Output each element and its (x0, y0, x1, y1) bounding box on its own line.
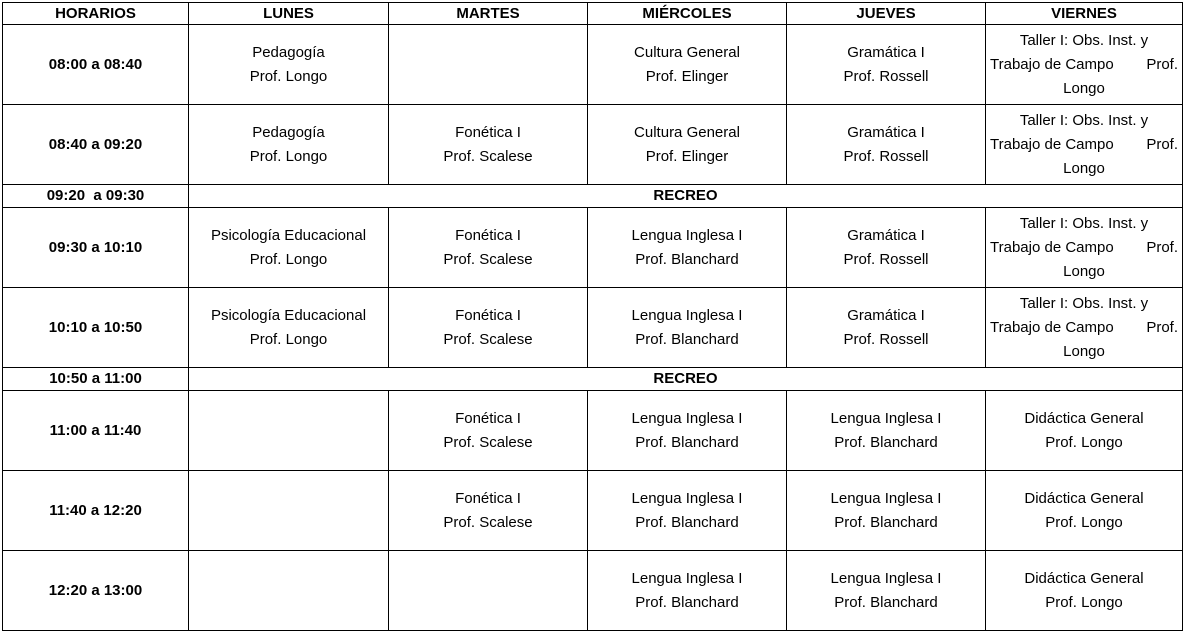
class-cell (389, 551, 588, 631)
professor: Prof. Blanchard (834, 513, 938, 531)
taller-line2b: Prof. (1146, 55, 1178, 73)
taller-line1: Taller I: Obs. Inst. y (1019, 111, 1149, 129)
recess-cell: RECREO (189, 185, 1183, 208)
professor: Prof. Blanchard (635, 330, 739, 348)
table-row (3, 288, 1183, 368)
time-cell: 09:30 a 10:10 (3, 208, 189, 288)
professor: Prof. Longo (249, 147, 328, 165)
taller-line2a: Trabajo de Campo (990, 55, 1114, 73)
professor: Prof. Longo (249, 330, 328, 348)
subject: Lengua Inglesa I (631, 409, 743, 427)
table-row (3, 25, 1183, 105)
subject: Lengua Inglesa I (631, 569, 743, 587)
professor: Prof. Scalese (443, 330, 533, 348)
taller-line1: Taller I: Obs. Inst. y (1019, 294, 1149, 312)
class-cell (389, 105, 588, 185)
subject: Cultura General (634, 123, 740, 141)
taller-line3: Longo (1063, 342, 1105, 360)
professor: Prof. Longo (249, 250, 328, 268)
taller-line3: Longo (1063, 262, 1105, 280)
subject: Gramática I (847, 226, 925, 244)
taller-cell (986, 288, 1183, 368)
class-cell (787, 105, 986, 185)
taller-line2b: Prof. (1146, 135, 1178, 153)
class-cell (588, 551, 787, 631)
professor: Prof. Longo (1045, 593, 1123, 611)
professor: Prof. Scalese (443, 250, 533, 268)
break-time-cell: 09:20 a 09:30 (3, 185, 189, 208)
taller-line2a: Trabajo de Campo (990, 318, 1114, 336)
class-cell (787, 208, 986, 288)
professor: Prof. Longo (1045, 513, 1123, 531)
table-row (3, 208, 1183, 288)
subject: Didáctica General (1024, 409, 1144, 427)
class-cell (986, 551, 1183, 631)
subject: Gramática I (847, 306, 925, 324)
table-row (3, 105, 1183, 185)
subject: Cultura General (634, 43, 740, 61)
class-cell (189, 208, 389, 288)
class-cell (389, 288, 588, 368)
subject: Lengua Inglesa I (631, 489, 743, 507)
class-cell (588, 25, 787, 105)
time-cell: 10:10 a 10:50 (3, 288, 189, 368)
class-cell (588, 471, 787, 551)
taller-line2b: Prof. (1146, 318, 1178, 336)
class-cell (588, 208, 787, 288)
break-row (3, 368, 1183, 391)
subject: Pedagogía (252, 123, 325, 141)
professor: Prof. Scalese (443, 433, 533, 451)
subject: Fonética I (455, 123, 521, 141)
subject: Gramática I (847, 43, 925, 61)
subject: Psicología Educacional (210, 306, 367, 324)
class-cell (189, 25, 389, 105)
class-cell (189, 551, 389, 631)
subject: Fonética I (455, 489, 521, 507)
subject: Gramática I (847, 123, 925, 141)
professor: Prof. Longo (249, 67, 328, 85)
taller-line3: Longo (1063, 159, 1105, 177)
professor: Prof. Blanchard (635, 433, 739, 451)
time-cell: 11:00 a 11:40 (3, 391, 189, 471)
class-cell (787, 471, 986, 551)
subject: Pedagogía (252, 43, 325, 61)
header-viernes: VIERNES (986, 3, 1183, 25)
subject: Lengua Inglesa I (830, 409, 942, 427)
professor: Prof. Blanchard (635, 593, 739, 611)
header-jueves: JUEVES (787, 3, 986, 25)
time-cell: 08:00 a 08:40 (3, 25, 189, 105)
taller-line1: Taller I: Obs. Inst. y (1019, 214, 1149, 232)
subject: Didáctica General (1024, 569, 1144, 587)
class-cell (588, 288, 787, 368)
taller-line2b: Prof. (1146, 238, 1178, 256)
class-cell (389, 25, 588, 105)
professor: Prof. Rossell (843, 330, 929, 348)
class-cell (189, 288, 389, 368)
class-cell (389, 471, 588, 551)
time-cell: 08:40 a 09:20 (3, 105, 189, 185)
taller-line3: Longo (1063, 79, 1105, 97)
professor: Prof. Elinger (645, 67, 729, 85)
header-lunes: LUNES (189, 3, 389, 25)
class-cell (189, 391, 389, 471)
class-cell (787, 551, 986, 631)
professor: Prof. Blanchard (834, 433, 938, 451)
subject: Lengua Inglesa I (631, 226, 743, 244)
professor: Prof. Blanchard (635, 513, 739, 531)
subject: Didáctica General (1024, 489, 1144, 507)
header-horarios: HORARIOS (3, 3, 189, 25)
professor: Prof. Elinger (645, 147, 729, 165)
table-row (3, 471, 1183, 551)
subject: Lengua Inglesa I (830, 489, 942, 507)
recess-cell: RECREO (189, 368, 1183, 391)
class-cell (588, 105, 787, 185)
class-cell (389, 208, 588, 288)
taller-cell (986, 25, 1183, 105)
taller-line2a: Trabajo de Campo (990, 238, 1114, 256)
table-row (3, 551, 1183, 631)
class-cell (389, 391, 588, 471)
professor: Prof. Rossell (843, 67, 929, 85)
professor: Prof. Blanchard (635, 250, 739, 268)
class-cell (787, 391, 986, 471)
taller-cell (986, 105, 1183, 185)
taller-line2a: Trabajo de Campo (990, 135, 1114, 153)
table-row (3, 391, 1183, 471)
header-row (3, 3, 1183, 25)
time-cell: 12:20 a 13:00 (3, 551, 189, 631)
subject: Fonética I (455, 409, 521, 427)
header-miercoles: MIÉRCOLES (588, 3, 787, 25)
class-cell (986, 471, 1183, 551)
time-cell: 11:40 a 12:20 (3, 471, 189, 551)
subject: Fonética I (455, 306, 521, 324)
professor: Prof. Blanchard (834, 593, 938, 611)
break-row (3, 185, 1183, 208)
taller-cell (986, 208, 1183, 288)
professor: Prof. Scalese (443, 513, 533, 531)
schedule-table (2, 2, 1183, 631)
class-cell (189, 471, 389, 551)
header-martes: MARTES (389, 3, 588, 25)
class-cell (986, 391, 1183, 471)
taller-line1: Taller I: Obs. Inst. y (1019, 31, 1149, 49)
subject: Fonética I (455, 226, 521, 244)
subject: Lengua Inglesa I (830, 569, 942, 587)
professor: Prof. Scalese (443, 147, 533, 165)
professor: Prof. Rossell (843, 147, 929, 165)
professor: Prof. Longo (1045, 433, 1123, 451)
professor: Prof. Rossell (843, 250, 929, 268)
class-cell (787, 25, 986, 105)
subject: Psicología Educacional (210, 226, 367, 244)
subject: Lengua Inglesa I (631, 306, 743, 324)
class-cell (787, 288, 986, 368)
class-cell (588, 391, 787, 471)
class-cell (189, 105, 389, 185)
break-time-cell: 10:50 a 11:00 (3, 368, 189, 391)
